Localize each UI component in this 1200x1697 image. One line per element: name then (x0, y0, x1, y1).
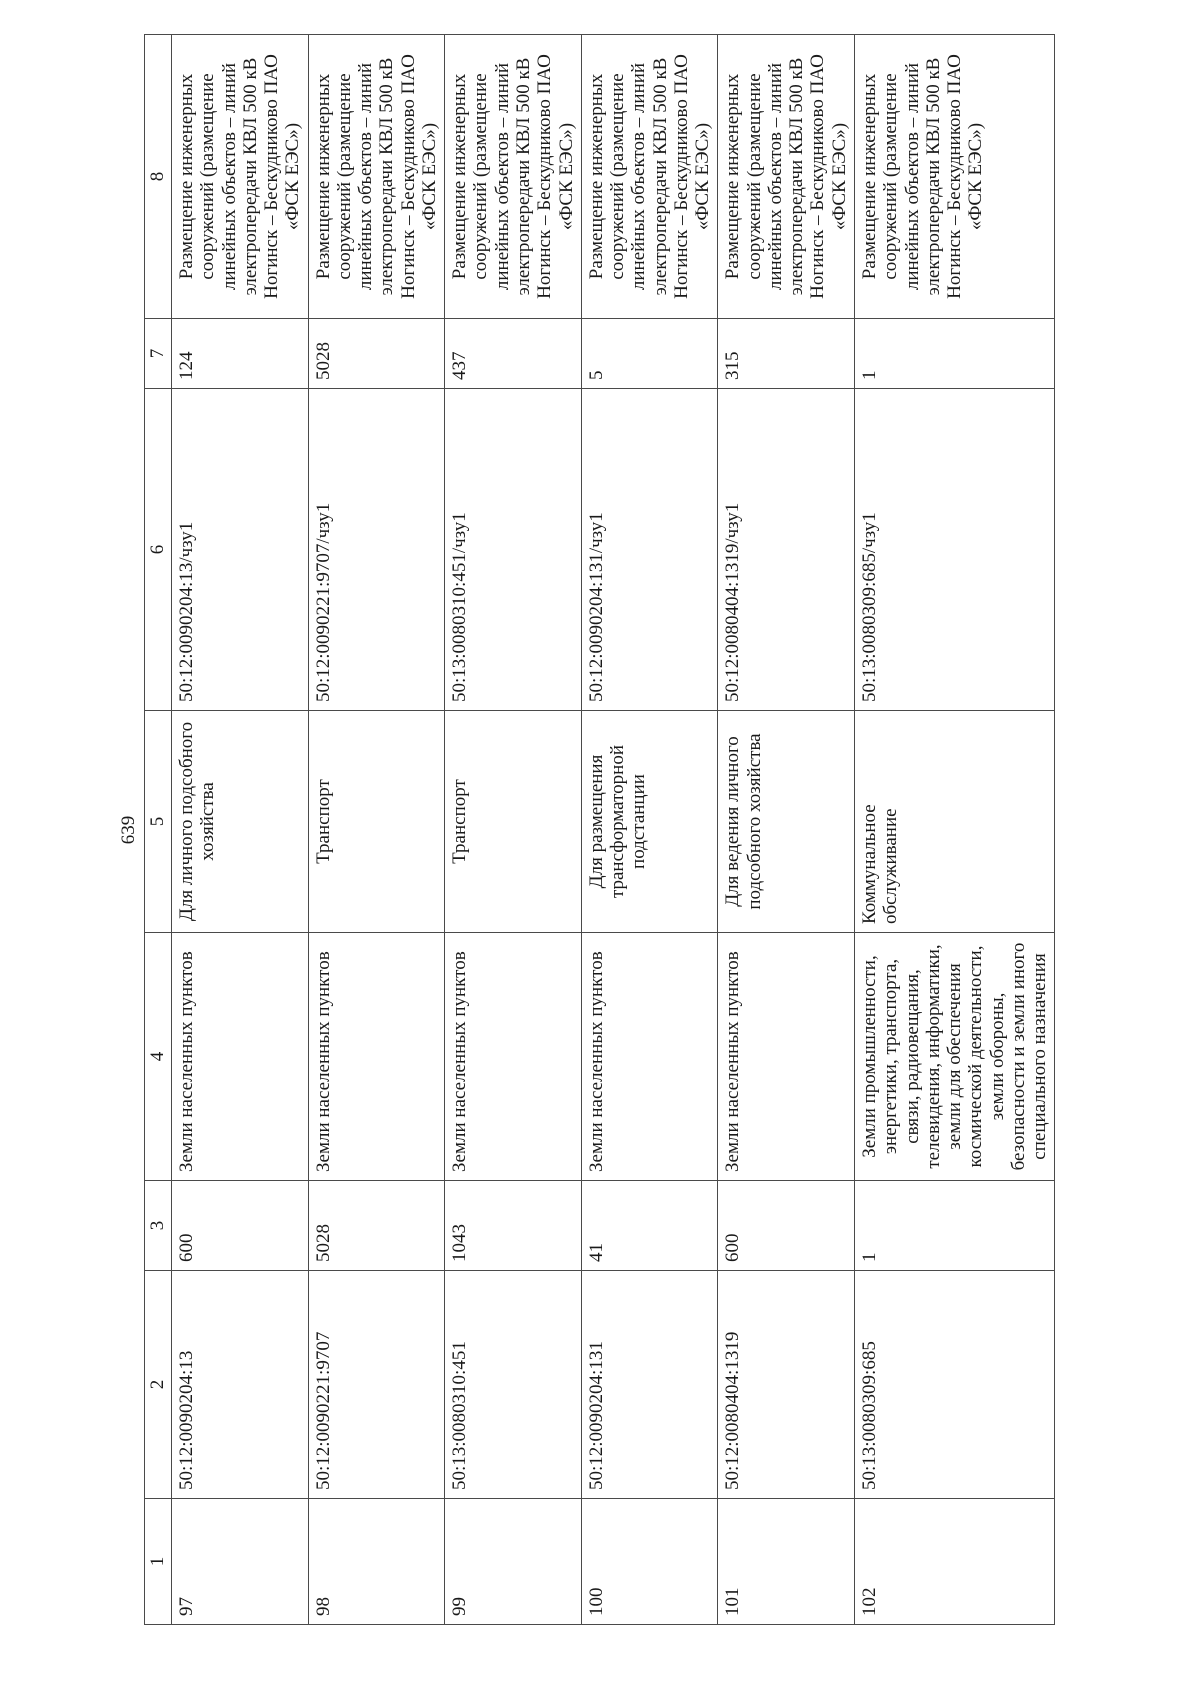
plot-part-number: 50:12:0090204:131/чзу1 (581, 389, 718, 711)
table-row (445, 35, 582, 1625)
column-number: 1 (145, 1499, 172, 1625)
column-number: 4 (145, 933, 172, 1181)
plot-area: 1043 (445, 1181, 582, 1271)
land-category: Земли населенных пунктов (172, 933, 309, 1181)
cadastral-number: 50:12:0090204:131 (581, 1271, 718, 1499)
column-number: 2 (145, 1271, 172, 1499)
plot-area: 5028 (308, 1181, 445, 1271)
encumbrance-purpose: Размещение инженерных сооружений (размещение линейных объектов – линий электропередачи КВЛ 500 кВ Ногинск – Бескудниково ПАО «ФСК ЕЭС») (445, 35, 582, 319)
row-number: 102 (854, 1499, 1054, 1625)
part-area: 5 (581, 319, 718, 389)
land-category: Земли населенных пунктов (308, 933, 445, 1181)
part-area: 124 (172, 319, 309, 389)
cadastral-number: 50:12:0090221:9707 (308, 1271, 445, 1499)
encumbrance-purpose: Размещение инженерных сооружений (размещение линейных объектов – линий электропередачи КВЛ 500 кВ Ногинск – Бескудниково ПАО «ФСК ЕЭС») (172, 35, 309, 319)
land-category: Земли населенных пунктов (718, 933, 855, 1181)
permitted-use: Для размещения трансформаторной подстанции (581, 711, 718, 933)
row-number: 99 (445, 1499, 582, 1625)
encumbrance-purpose: Размещение инженерных сооружений (размещение линейных объектов – линий электропередачи КВЛ 500 кВ Ногинск – Бескудниково ПАО «ФСК ЕЭС») (854, 35, 1054, 319)
column-number: 8 (145, 35, 172, 319)
cadastral-number: 50:12:0090204:13 (172, 1271, 309, 1499)
cadastral-number: 50:13:0080309:685 (854, 1271, 1054, 1499)
table-row (172, 35, 309, 1625)
column-number: 7 (145, 319, 172, 389)
encumbrance-purpose: Размещение инженерных сооружений (размещение линейных объектов – линий электропередачи КВЛ 500 кВ Ногинск – Бескудниково ПАО «ФСК ЕЭС») (308, 35, 445, 319)
plot-part-number: 50:12:0090204:13/чзу1 (172, 389, 309, 711)
permitted-use: Коммунальное обслуживание (854, 711, 1054, 933)
land-category: Земли населенных пунктов (581, 933, 718, 1181)
part-area: 5028 (308, 319, 445, 389)
column-number: 6 (145, 389, 172, 711)
permitted-use: Транспорт (445, 711, 582, 933)
land-plots-table (144, 34, 1055, 1625)
row-number: 100 (581, 1499, 718, 1625)
land-category: Земли промышленности, энергетики, транспорта, связи, радиовещания, телевидения, информатики, земли для обеспечения космической деятельности, земли обороны, безопасности и земли иного специального назначения (854, 933, 1054, 1181)
column-number: 5 (145, 711, 172, 933)
row-number: 101 (718, 1499, 855, 1625)
plot-part-number: 50:12:0080404:1319/чзу1 (718, 389, 855, 711)
land-category: Земли населенных пунктов (445, 933, 582, 1181)
part-area: 1 (854, 319, 1054, 389)
table-row (581, 35, 718, 1625)
plot-area: 41 (581, 1181, 718, 1271)
permitted-use: Транспорт (308, 711, 445, 933)
table-row (854, 35, 1054, 1625)
plot-part-number: 50:12:0090221:9707/чзу1 (308, 389, 445, 711)
row-number: 98 (308, 1499, 445, 1625)
plot-area: 600 (718, 1181, 855, 1271)
plot-part-number: 50:13:0080309:685/чзу1 (854, 389, 1054, 711)
part-area: 315 (718, 319, 855, 389)
column-number: 3 (145, 1181, 172, 1271)
plot-part-number: 50:13:0080310:451/чзу1 (445, 389, 582, 711)
encumbrance-purpose: Размещение инженерных сооружений (размещение линейных объектов – линий электропередачи КВЛ 500 кВ Ногинск – Бескудниково ПАО «ФСК ЕЭС») (581, 35, 718, 319)
permitted-use: Для личного подсобного хозяйства (172, 711, 309, 933)
table-row (308, 35, 445, 1625)
cadastral-number: 50:13:0080310:451 (445, 1271, 582, 1499)
plot-area: 600 (172, 1181, 309, 1271)
table-row (718, 35, 855, 1625)
row-number: 97 (172, 1499, 309, 1625)
document-page (100, 35, 1080, 1625)
cadastral-number: 50:12:0080404:1319 (718, 1271, 855, 1499)
plot-area: 1 (854, 1181, 1054, 1271)
encumbrance-purpose: Размещение инженерных сооружений (размещение линейных объектов – линий электропередачи КВЛ 500 кВ Ногинск – Бескудниково ПАО «ФСК ЕЭС») (718, 35, 855, 319)
part-area: 437 (445, 319, 582, 389)
permitted-use: Для ведения личного подсобного хозяйства (718, 711, 855, 933)
page-number: 639 (118, 815, 139, 845)
column-number-row (145, 35, 172, 1625)
